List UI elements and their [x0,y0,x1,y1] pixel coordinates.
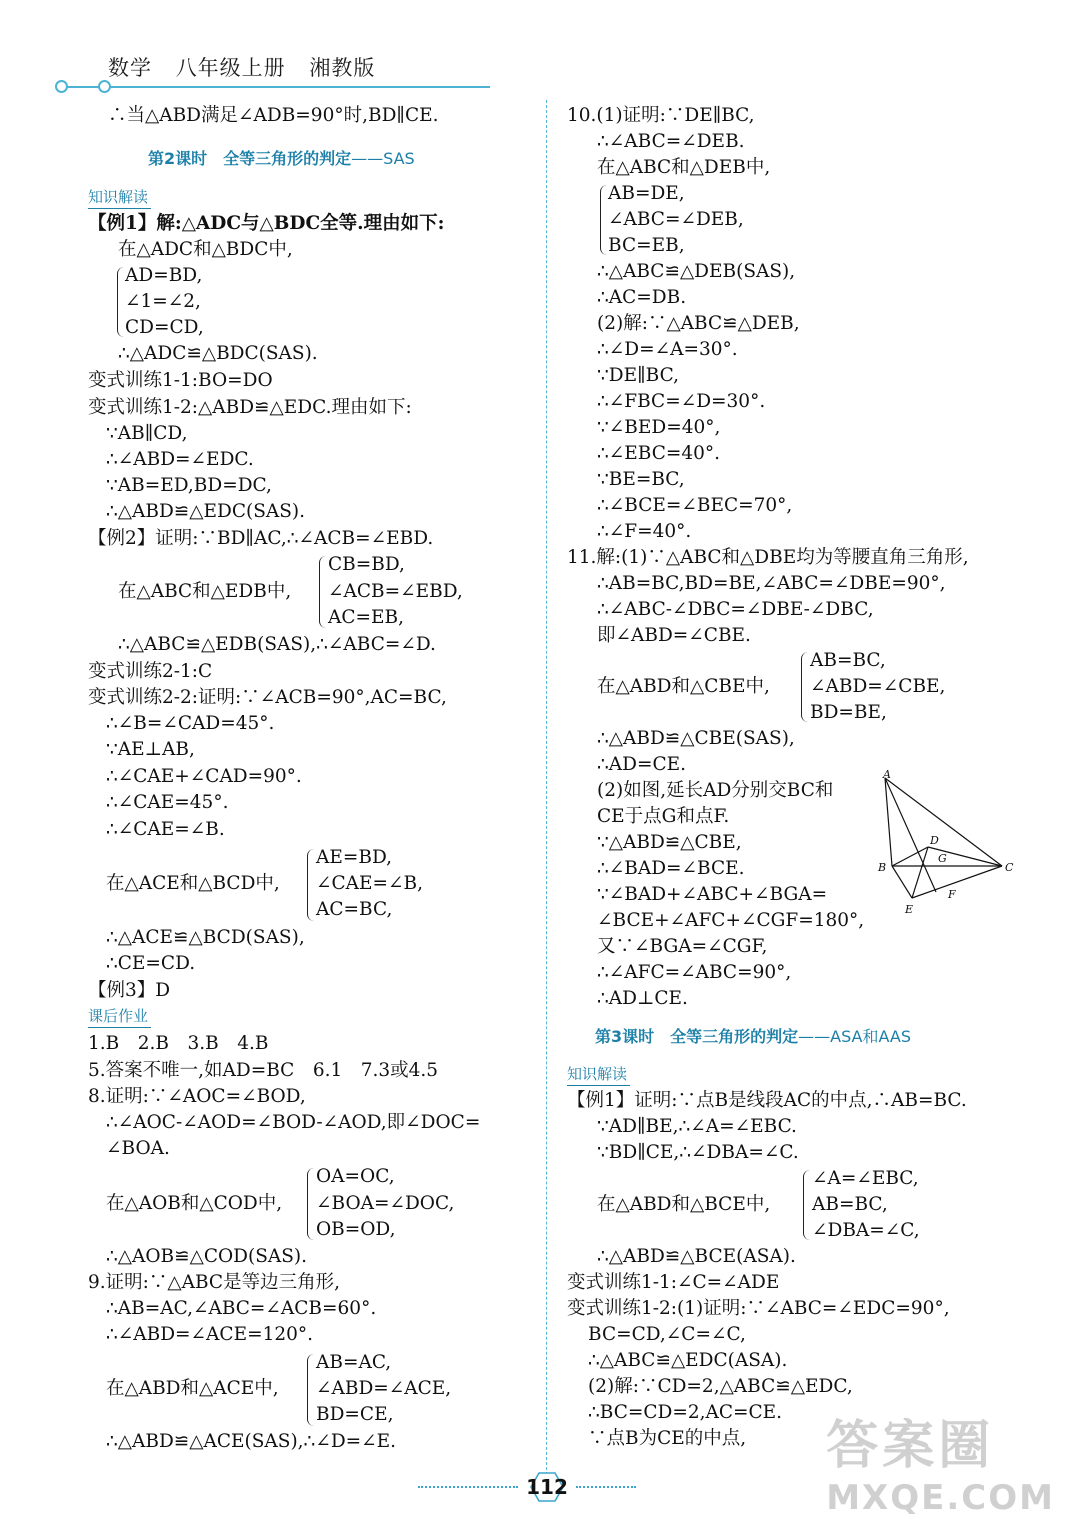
text-line: (2)如图,延长AD分别交BC和 [597,780,834,801]
text-line: ∠ABD=∠ACE, [316,1378,452,1399]
text-line: ∴∠ABD=∠ACE=120°. [106,1324,314,1345]
text-line: ∴∠CAE=∠B. [106,819,225,840]
page-number-rule [576,1486,636,1488]
brace [801,652,808,722]
segment-BE [892,866,912,898]
text-line: 在△ABC和△EDB中, [118,581,292,602]
text-line: 变式训练1-1:∠C=∠ADE [567,1272,780,1293]
text-line: ∴AB=BC,BD=BE,∠ABC=∠DBE=90°, [597,573,946,594]
text-line: 【例2】证明:∵BD∥AC,∴∠ACB=∠EBD. [88,528,434,549]
watermark-logo: 答案圈 [826,1416,995,1476]
text-line: 在△ABC和△DEB中, [597,157,771,178]
header-edition: 湘教版 [309,56,376,80]
text-line: ∠DBA=∠C, [812,1220,920,1241]
text-line: ∴△ABC≌△DEB(SAS), [597,261,796,282]
text-line: ∵∠BAD+∠ABC+∠BGA= [597,884,828,905]
text-line: BD=CE, [316,1404,394,1425]
text-line: BC=EB, [608,235,685,256]
brace [117,267,124,337]
label-E: E [905,903,914,916]
section-tag: 课后作业 [88,1005,151,1028]
text-line: ∴△ABC≌△EDC(ASA). [588,1350,788,1371]
text-line: ∴∠BAD=∠BCE. [597,858,745,879]
lesson-heading-suffix: ——ASA和AAS [798,1027,911,1046]
text-line: ∴AB=AC,∠ABC=∠ACB=60°. [106,1298,377,1319]
text-line: ∴△ABD≌△EDC(SAS). [106,501,306,522]
text-line: BD=BE, [810,702,887,723]
text-line: ∵DE∥BC, [597,365,679,386]
text-line: 在△ABD和△CBE中, [597,676,770,697]
segment-AF [885,778,936,892]
text-line: 9.证明:∵△ABC是等边三角形, [88,1272,340,1293]
text-line: CE于点G和点F. [597,806,730,827]
lesson-heading [595,1024,911,1047]
text-line: 在△ABD和△BCE中, [597,1194,771,1215]
text-line: ∴∠EBC=40°. [597,443,721,464]
text-line: ∴∠B=∠CAD=45°. [106,713,275,734]
brace [307,849,314,921]
text-line: 变式训练1-2:(1)证明:∵∠ABC=∠EDC=90°, [567,1298,950,1319]
text-line: 8.证明:∵∠AOC=∠BOD, [88,1086,306,1107]
text-line: ∴△AOB≌△COD(SAS). [106,1246,308,1267]
label-B: B [878,861,887,874]
text-line: AE=BD, [316,847,393,868]
text-line: ∴∠CAE=45°. [106,792,229,813]
text-line: AB=BC, [810,650,886,671]
section-tag: 知识解读 [88,186,151,209]
text-line: ∠BCE+∠AFC+∠CGF=180°, [597,910,865,931]
text-line: ∵AB=ED,BD=DC, [106,475,272,496]
text-line: ∠1=∠2, [125,291,201,312]
header-subject: 数学 [108,56,152,80]
text-line: ∠A=∠EBC, [812,1168,919,1189]
text-line: ∠ABD=∠CBE, [810,676,946,697]
text-line: ∴∠CAE+∠CAD=90°. [106,766,302,787]
label-A: A [883,770,891,781]
page-number-rule [418,1486,518,1488]
text-line: ∠BOA. [106,1138,170,1159]
text-line: ∴∠AFC=∠ABC=90°, [597,962,792,983]
page-number: 112 [526,1475,568,1499]
text-line: ∴∠ABC-∠DBC=∠DBE-∠DBC, [597,599,874,620]
text-line: ∠ACB=∠EBD, [328,581,463,602]
header-dot [98,80,111,93]
text-line: ∵∠BED=40°, [597,417,721,438]
text-line: ∴CE=CD. [106,953,196,974]
watermark-url: MXQE.COM [826,1478,1055,1518]
lesson-heading [148,146,415,169]
text-line: 变式训练1-1:BO=DO [88,370,273,391]
text-line: ∴∠FBC=∠D=30°. [597,391,766,412]
lesson-heading-main: 第2课时 全等三角形的判定 [148,149,352,168]
text-line: ∴△ACE≌△BCD(SAS), [106,927,305,948]
text-line: ∴∠ABD=∠EDC. [106,449,254,470]
brace [307,1354,314,1426]
text-line: ∴∠D=∠A=30°. [597,339,738,360]
text-line: 【例3】D [88,980,171,1001]
page-header [108,52,391,82]
brace [319,556,326,628]
text-line: ∴AD=CE. [597,754,687,775]
label-F: F [948,888,956,901]
text-line: 变式训练2-1:C [88,661,213,682]
text-line: ∴AC=DB. [597,287,687,308]
watermark [826,1403,1055,1518]
brace [600,185,607,255]
text-line: 在△AOB和△COD中, [106,1193,283,1214]
text-line: 【例1】解:△ADC与△BDC全等.理由如下: [88,213,445,234]
text-line: OA=OC, [316,1166,395,1187]
text-line: 在△ADC和△BDC中, [118,239,293,260]
label-D: D [930,834,939,847]
text-line: AB=BC, [812,1194,888,1215]
label-G: G [938,852,947,865]
text-line: ∴当△ABD满足∠ADB=90°时,BD∥CE. [108,105,439,126]
section-tag: 知识解读 [567,1063,630,1086]
text-line: 【例1】证明:∵点B是线段AC的中点,∴AB=BC. [567,1090,967,1111]
text-line: 11.解:(1)∵△ABC和△DBE均为等腰直角三角形, [567,547,969,568]
header-dot [55,80,68,93]
text-line: ∴∠BCE=∠BEC=70°, [597,495,793,516]
lesson-heading-main: 第3课时 全等三角形的判定 [595,1027,799,1046]
text-line: 1.B 2.B 3.B 4.B [88,1033,269,1054]
text-line: ∴△ADC≌△BDC(SAS). [118,343,318,364]
text-line: ∵点B为CE的中点, [588,1428,747,1449]
lesson-heading-suffix: ——SAS [351,149,415,168]
text-line: ∴△ABD≌△CBE(SAS), [597,728,795,749]
brace [307,1168,314,1240]
text-line: ∵AD∥BE,∴∠A=∠EBC. [597,1116,797,1137]
brace [803,1170,810,1240]
text-line: ∠ABC=∠DEB, [608,209,744,230]
label-C: C [1005,861,1014,874]
text-line: ∴∠AOC-∠AOD=∠BOD-∠AOD,即∠DOC= [106,1112,481,1133]
text-line: CB=BD, [328,554,405,575]
header-rule [60,86,490,88]
text-line: CD=CD, [125,317,204,338]
text-line: OB=OD, [316,1219,396,1240]
text-line: (2)解:∵CD=2,△ABC≌△EDC, [588,1376,853,1397]
text-line: ∠CAE=∠B, [316,873,423,894]
text-line: ∴AD⊥CE. [597,988,688,1009]
text-line: ∴△ABD≌△BCE(ASA). [597,1246,796,1267]
geometry-figure [870,770,1020,920]
column-divider [546,100,547,1490]
text-line: (2)解:∵△ABC≌△DEB, [597,313,800,334]
text-line: ∴∠F=40°. [597,521,692,542]
header-grade: 八年级上册 [175,56,286,80]
segment-EC [912,866,1002,898]
text-line: 变式训练1-2:△ABD≌△EDC.理由如下: [88,397,412,418]
text-line: ∴△ABD≌△ACE(SAS),∴∠D=∠E. [106,1431,397,1452]
text-line: 又∵∠BGA=∠CGF, [597,936,768,957]
text-line: AB=AC, [316,1352,392,1373]
text-line: AB=DE, [608,183,685,204]
text-line: 10.(1)证明:∵DE∥BC, [567,105,755,126]
text-line: 在△ABD和△ACE中, [106,1378,279,1399]
text-line: ∴△ABC≌△EDB(SAS),∴∠ABC=∠D. [118,634,436,655]
text-line: ∵AE⊥AB, [106,739,195,760]
text-line: 5.答案不唯一,如AD=BC 6.1 7.3或4.5 [88,1060,439,1081]
text-line: 即∠ABD=∠CBE. [597,625,751,646]
text-line: BC=CD,∠C=∠C, [588,1324,746,1345]
text-line: ∠BOA=∠DOC, [316,1193,455,1214]
text-line: ∴BC=CD=2,AC=CE. [588,1402,783,1423]
text-line: ∵BE=BC, [597,469,685,490]
text-line: AC=BC, [316,899,393,920]
text-line: 在△ACE和△BCD中, [106,873,280,894]
text-line: AD=BD, [125,265,203,286]
text-line: AC=EB, [328,607,404,628]
text-line: 变式训练2-2:证明:∵∠ACB=90°,AC=BC, [88,687,447,708]
text-line: ∵BD∥CE,∴∠DBA=∠C. [597,1142,799,1163]
text-line: ∵△ABD≌△CBE, [597,832,742,853]
text-line: ∴∠ABC=∠DEB. [597,131,745,152]
text-line: ∵AB∥CD, [106,423,188,444]
